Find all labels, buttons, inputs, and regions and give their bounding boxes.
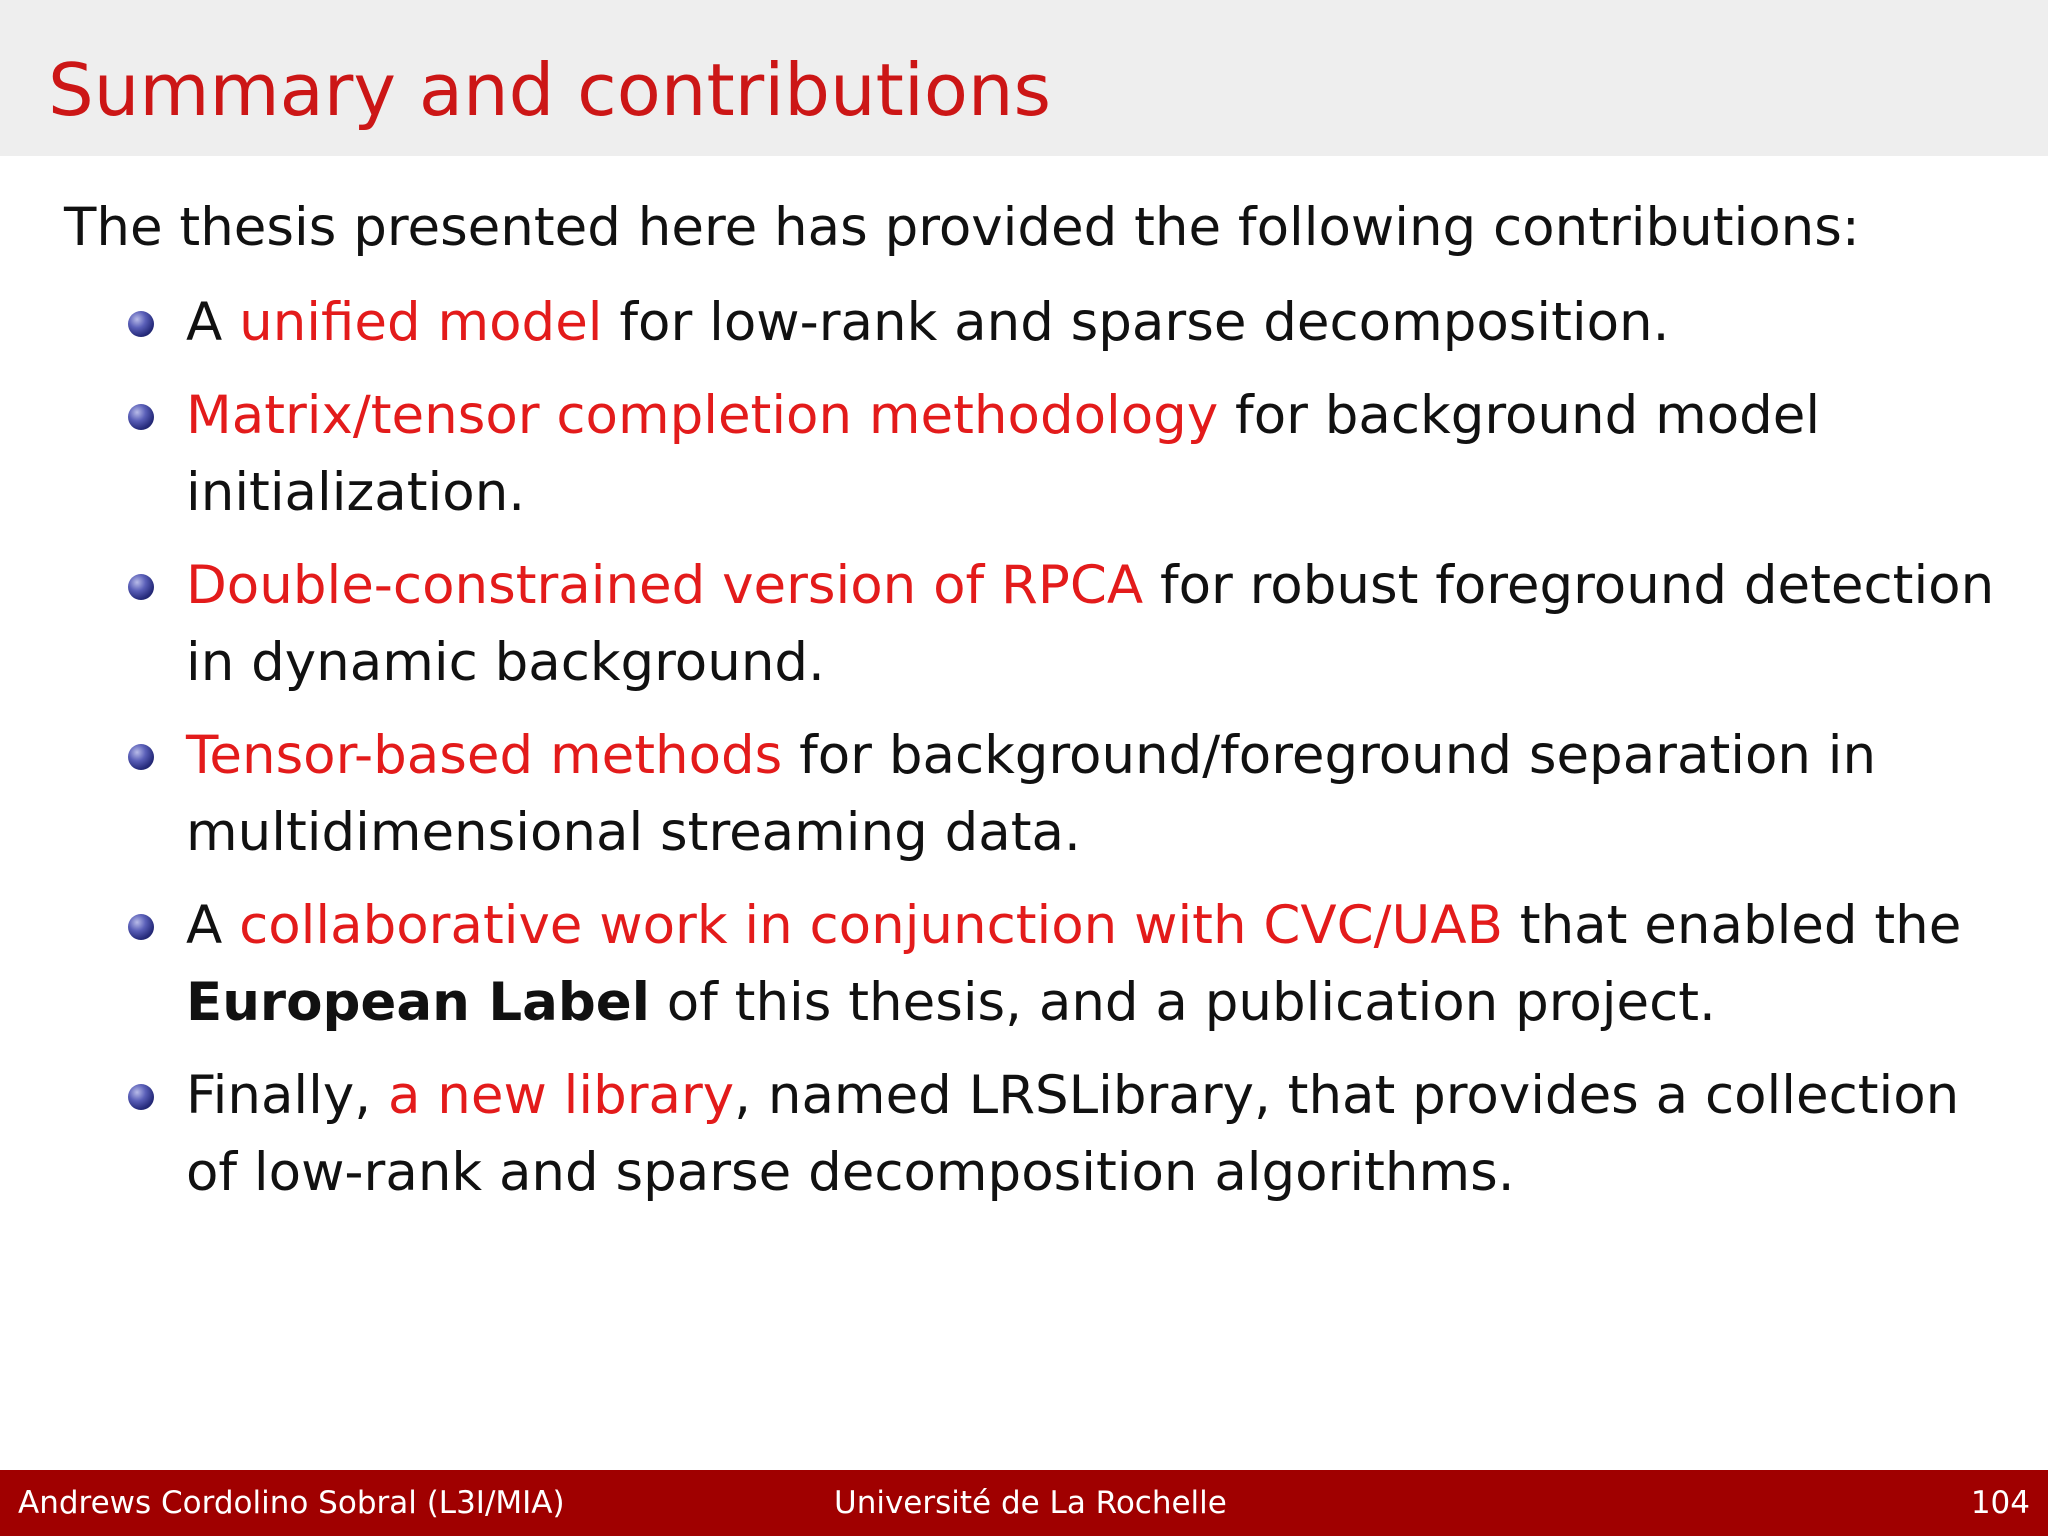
bullet-text-after: for low-rank and sparse decomposition. bbox=[602, 292, 1670, 353]
bullet-item bbox=[120, 1057, 2000, 1211]
bullet-highlight: Matrix/tensor completion methodology bbox=[186, 385, 1219, 446]
bullet-text-after: for background/foreground separation in multidimensional streaming data. bbox=[186, 725, 1877, 863]
bullet-text-after: , named LRSLibrary, that provides a collection of low-rank and sparse decomposition algorithms. bbox=[186, 1065, 1960, 1203]
intro-text: The thesis presented here has provided the following contributions: bbox=[64, 197, 1860, 258]
bullet-highlight: Tensor-based methods bbox=[186, 725, 783, 786]
bullet-highlight: collaborative work in conjunction with CVC/UAB bbox=[239, 895, 1503, 956]
bullet-text-after: that enabled the bbox=[1502, 895, 1962, 956]
slide-header bbox=[0, 0, 2048, 156]
bullet-ball-icon bbox=[128, 404, 154, 430]
bullet-text-before: A bbox=[186, 292, 240, 353]
bullet-item bbox=[120, 377, 2000, 531]
footer-institution: Université de La Rochelle bbox=[834, 1485, 1227, 1521]
bullet-item bbox=[120, 717, 2000, 871]
bullet-text-after2: of this thesis, and a publication project. bbox=[649, 972, 1716, 1033]
bullet-ball-icon bbox=[128, 744, 154, 770]
slide-footer bbox=[0, 1470, 2048, 1536]
bullet-ball-icon bbox=[128, 574, 154, 600]
footer-author: Andrews Cordolino Sobral (L3I/MIA) bbox=[18, 1485, 565, 1521]
slide-title: Summary and contributions bbox=[48, 48, 1052, 132]
bullet-text-after: for robust foreground detection in dynamic background. bbox=[186, 555, 1995, 693]
contributions-list bbox=[120, 284, 2000, 1227]
bullet-bold-text: European Label bbox=[186, 972, 650, 1033]
bullet-highlight: Double-constrained version of RPCA bbox=[186, 555, 1144, 616]
bullet-ball-icon bbox=[128, 311, 154, 337]
bullet-item bbox=[120, 284, 2000, 361]
bullet-text-before: Finally, bbox=[186, 1065, 388, 1126]
footer-page-number: 104 bbox=[1970, 1485, 2030, 1521]
bullet-item bbox=[120, 887, 2000, 1041]
bullet-text-after: for background model initialization. bbox=[186, 385, 1821, 523]
bullet-highlight: a new library bbox=[387, 1065, 735, 1126]
bullet-highlight: unified model bbox=[239, 292, 603, 353]
bullet-item bbox=[120, 547, 2000, 701]
bullet-ball-icon bbox=[128, 914, 154, 940]
bullet-ball-icon bbox=[128, 1084, 154, 1110]
bullet-text-before: A bbox=[186, 895, 240, 956]
